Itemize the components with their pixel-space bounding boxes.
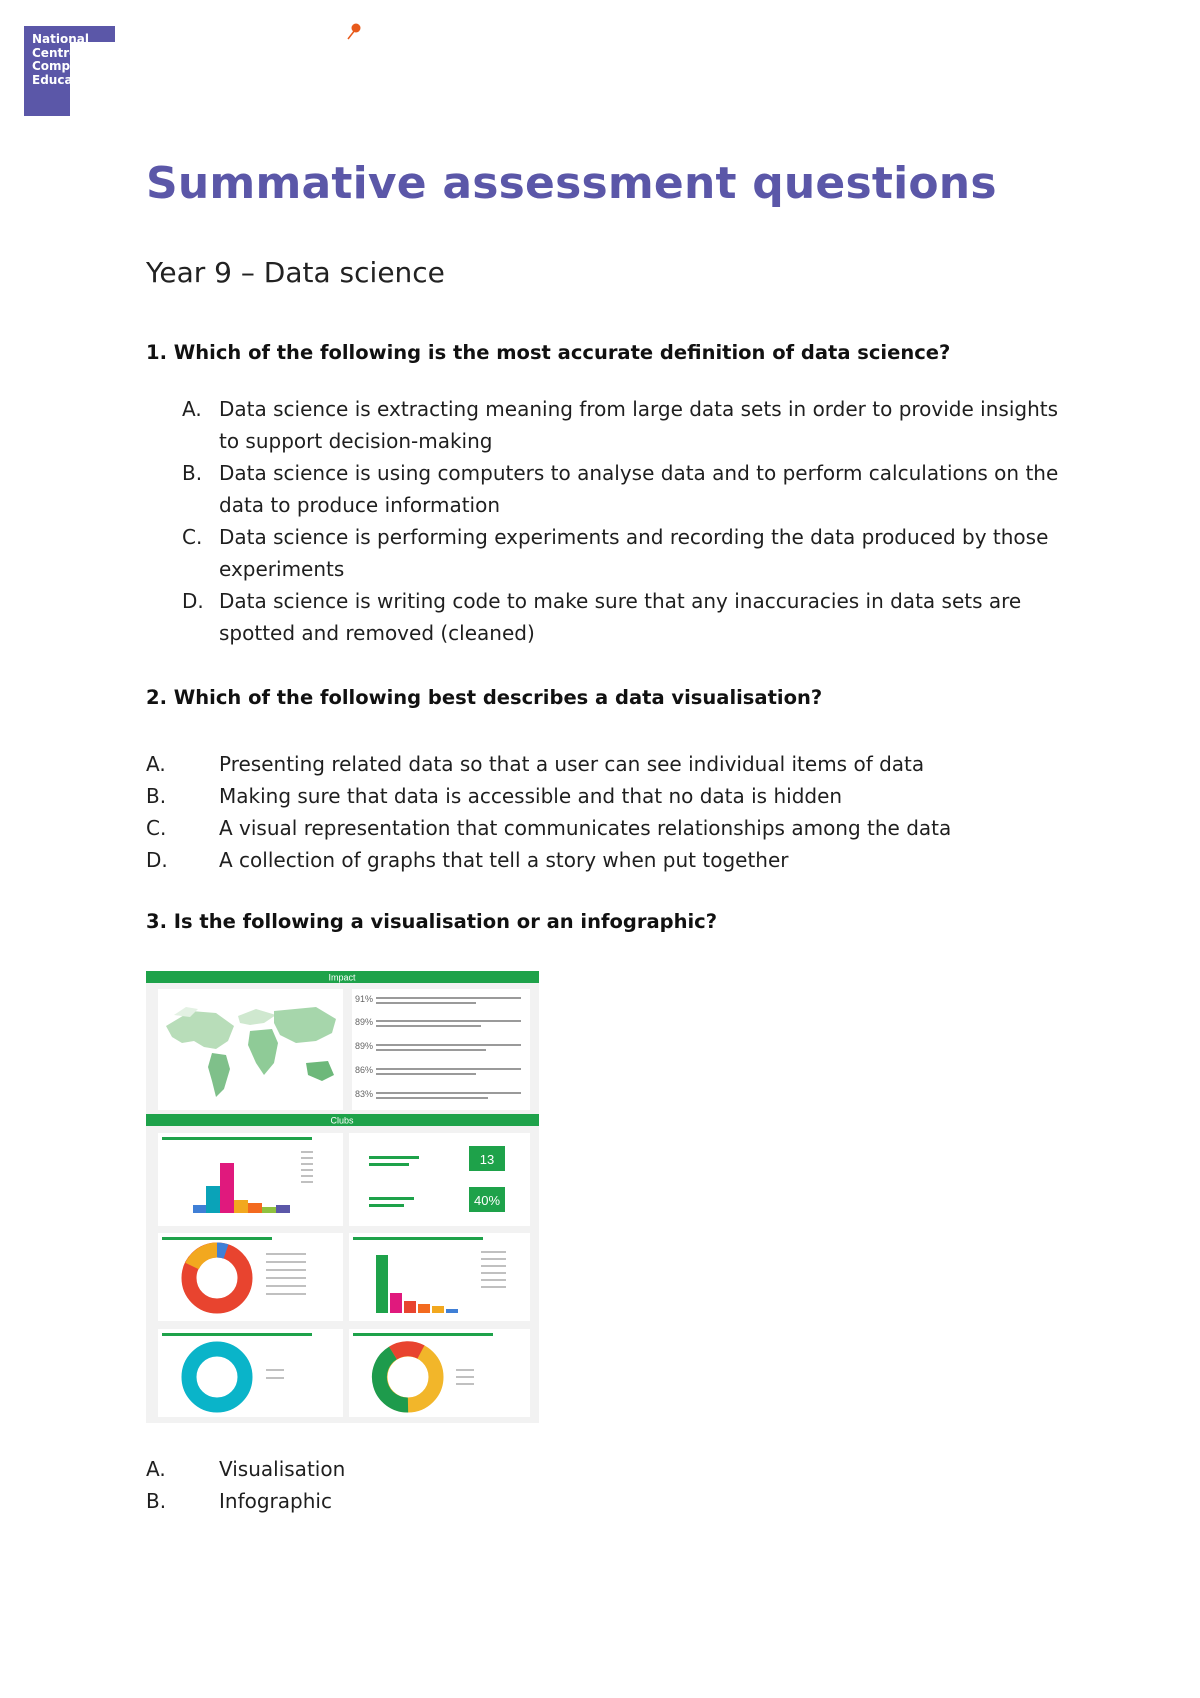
infographic-image xyxy=(146,971,539,1423)
question-1-options xyxy=(182,393,1062,649)
list-item: A. Presenting related data so that a user can see individual items of data xyxy=(146,752,925,776)
question-3-options xyxy=(146,1453,345,1517)
question-2-options xyxy=(146,748,951,876)
impact-stat: 91% xyxy=(355,994,374,1004)
stat-value: 13 xyxy=(479,1152,495,1167)
page-title: Summative assessment questions xyxy=(146,158,997,209)
pin-icon xyxy=(345,20,363,42)
impact-stat: 83% xyxy=(355,1089,374,1099)
clubs-header: Clubs xyxy=(330,1115,354,1126)
question-1: 1. Which of the following is the most accurate definition of data science? xyxy=(146,341,951,364)
list-item: C. A visual representation that communicates relationships among the data xyxy=(146,816,952,840)
list-item: B. Infographic xyxy=(146,1489,332,1513)
question-2: 2. Which of the following best describes a data visualisation? xyxy=(146,686,823,709)
list-item: D. Data science is writing code to make sure that any inaccuracies in data sets are spotted and removed (cleaned) xyxy=(182,589,1022,645)
impact-header: Impact xyxy=(328,972,356,983)
list-item: C. Data science is performing experiments and recording the data produced by those experiments xyxy=(182,525,1049,581)
impact-stat: 89% xyxy=(355,1017,374,1027)
impact-stat: 89% xyxy=(355,1041,374,1051)
list-item: D. A collection of graphs that tell a story when put together xyxy=(146,848,789,872)
logo-wordmark: National Centre for Computing Education xyxy=(32,32,106,87)
list-item: A. Data science is extracting meaning from large data sets in order to provide insights to support decision-making xyxy=(182,397,1059,453)
impact-stat: 86% xyxy=(355,1065,374,1075)
stat-value: 40% xyxy=(473,1193,501,1208)
list-item: B. Data science is using computers to analyse data and to perform calculations on the data to produce information xyxy=(182,461,1059,517)
list-item: B. Making sure that data is accessible and that no data is hidden xyxy=(146,784,843,808)
list-item: A. Visualisation xyxy=(146,1457,346,1481)
page-subtitle: Year 9 – Data science xyxy=(146,256,445,289)
question-3: 3. Is the following a visualisation or an infographic? xyxy=(146,910,718,933)
